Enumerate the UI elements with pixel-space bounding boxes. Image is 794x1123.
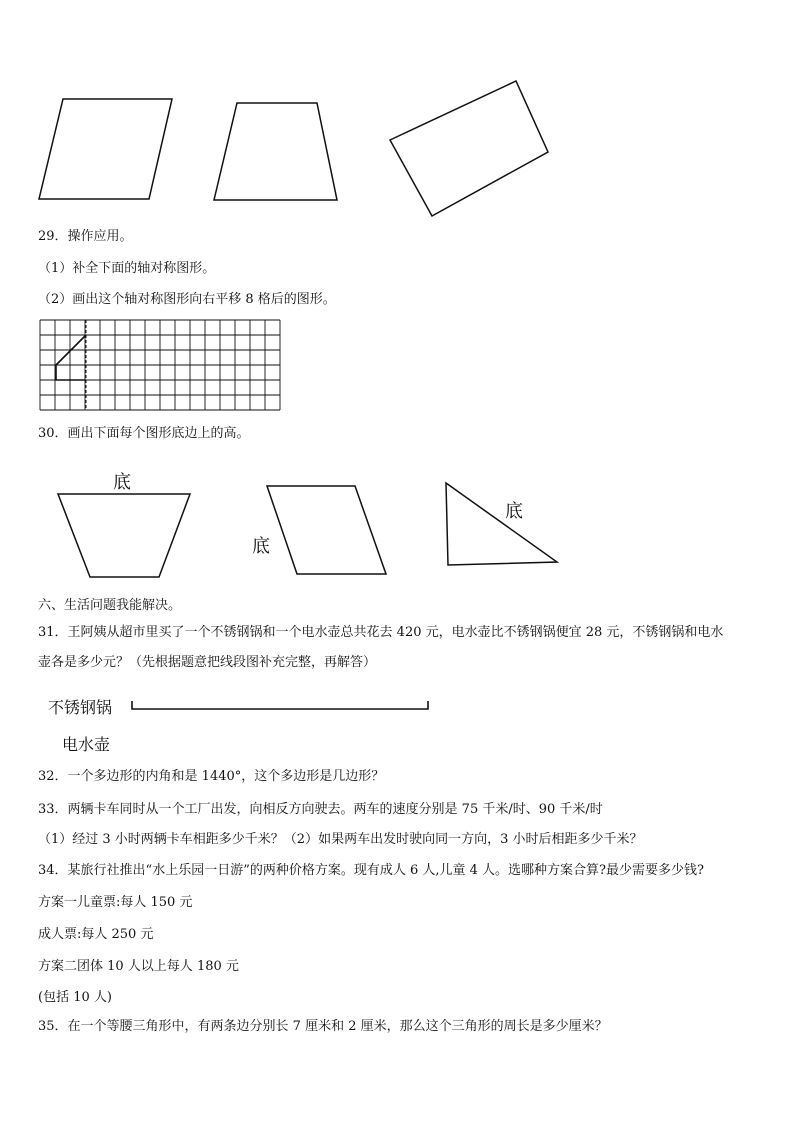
q32-text: 32．一个多边形的内角和是 1440°，这个多边形是几边形？	[38, 769, 385, 784]
q30-triangle-label: 底	[505, 501, 523, 522]
q29-sub2: （2）画出这个轴对称图形向右平移 8 格后的图形。	[38, 292, 336, 307]
q31-line1: 31．王阿姨从超市里买了一个不锈钢锅和一个电水壶总共花去 420 元，电水壶比不锈钢锅便宜 28 元，不锈钢锅和电水	[38, 625, 724, 640]
q30-parallelogram	[267, 486, 386, 574]
q30-parallelogram-label: 底	[252, 536, 270, 557]
section6-heading: 六、生活问题我能解决。	[38, 598, 182, 613]
q30-triangle	[446, 483, 557, 565]
q29-sub1: （1）补全下面的轴对称图形。	[38, 261, 216, 276]
segment-line-pot	[132, 701, 428, 709]
q33-line1: 33．两辆卡车同时从一个工厂出发，向相反方向驶去。两车的速度分别是 75 千米/时、90 千米/时	[38, 802, 603, 817]
q34-plan2: 方案二团体 10 人以上每人 180 元	[38, 959, 239, 974]
q30-trapezoid	[58, 494, 190, 577]
top-parallelogram	[39, 99, 172, 199]
top-trapezoid	[214, 103, 337, 200]
segment-label-kettle: 电水壶	[62, 735, 111, 754]
segment-label-pot: 不锈钢锅	[48, 698, 113, 717]
q34-plan1-child: 方案一儿童票:每人 150 元	[38, 895, 193, 910]
q34-plan1-adult: 成人票:每人 250 元	[38, 927, 154, 942]
q34-plan2-note: (包括 10 人)	[38, 990, 112, 1005]
q29-grid	[40, 320, 285, 415]
top-rotated-rectangle	[390, 81, 548, 216]
q31-line2: 壶各是多少元？（先根据题意把线段图补充完整，再解答）	[38, 655, 377, 670]
q33-line2: （1）经过 3 小时两辆卡车相距多少千米？（2）如果两车出发时驶向同一方向，3 小时后相距多少千米？	[38, 832, 643, 847]
top-shapes	[0, 0, 794, 230]
half-figure	[56, 335, 86, 380]
q30-title: 30．画出下面每个图形底边上的高。	[38, 426, 250, 441]
segment-diagram	[130, 694, 440, 724]
q30-trapezoid-label: 底	[113, 472, 131, 493]
q35-text: 35．在一个等腰三角形中，有两条边分别长 7 厘米和 2 厘米，那么这个三角形的周长是多少厘米？	[38, 1019, 608, 1034]
q29-title: 29．操作应用。	[38, 229, 133, 244]
q34-line1: 34．某旅行社推出“水上乐园一日游”的两种价格方案。现有成人 6 人,儿童 4 人。选哪种方案合算?最少需要多少钱?	[38, 863, 704, 878]
